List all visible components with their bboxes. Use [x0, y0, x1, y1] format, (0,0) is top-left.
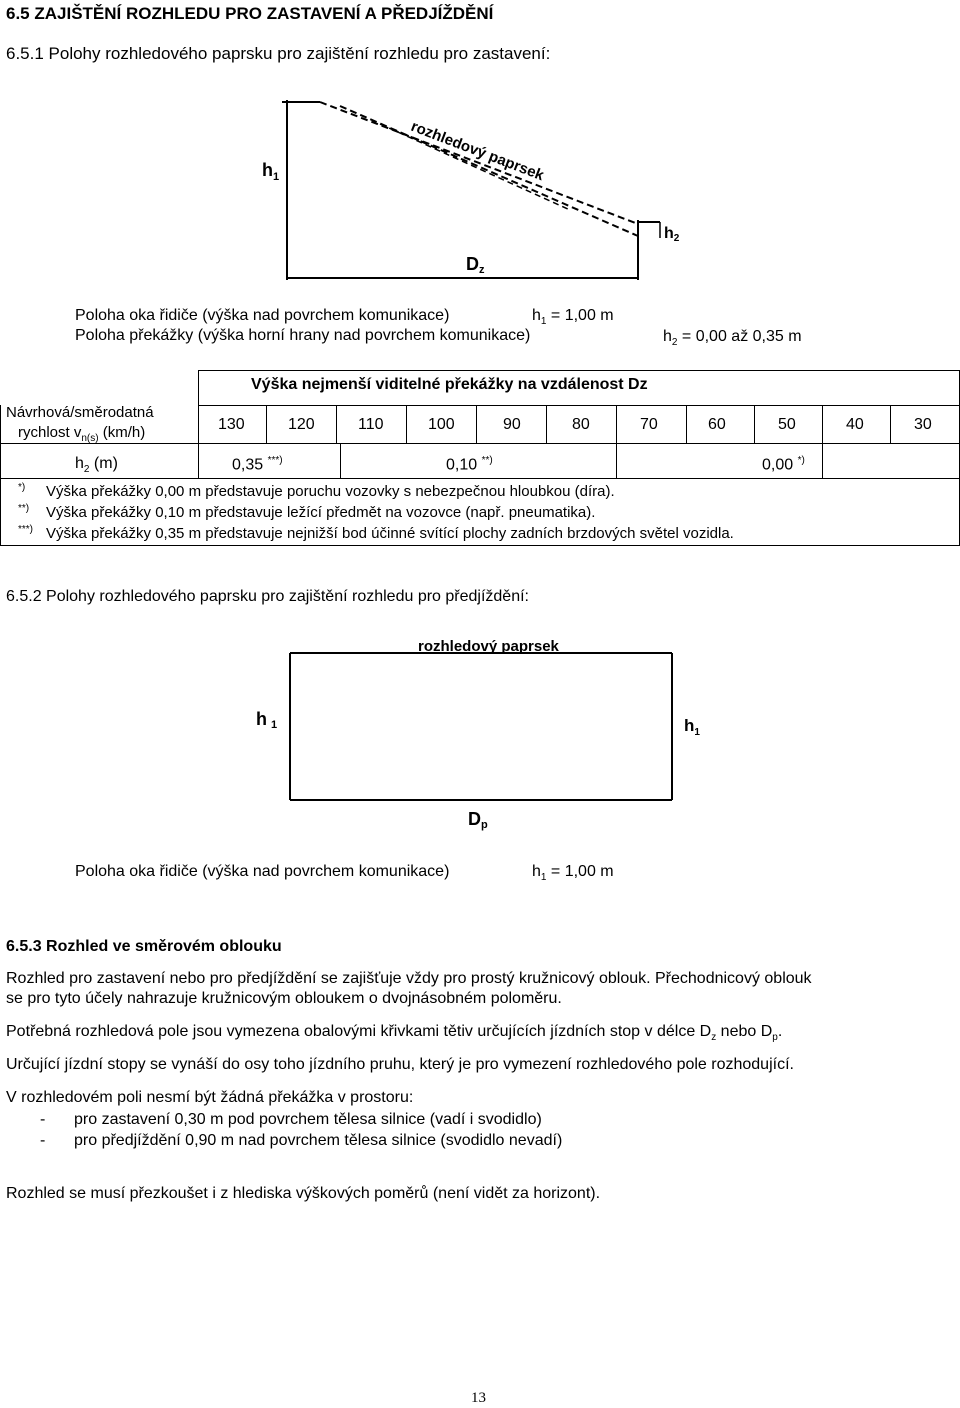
bullet-1: - pro zastavení 0,30 m pod povrchem tělesa silnice (vadí i svodidlo)	[40, 1111, 542, 1128]
note-2: **) Výška překážky 0,10 m představuje ležící předmět na vozovce (např. pneumatika).	[18, 503, 596, 521]
overtaking-sight-diagram	[240, 625, 720, 840]
bullet-2: - pro předjíždění 0,90 m nad povrchem tělesa silnice (svodidlo nevadí)	[40, 1132, 563, 1149]
obstacle-position-value: $h_2 = 0,00$ až 0,35 m	[663, 328, 802, 349]
speed-cell: 90	[503, 416, 521, 433]
speed-cell: 70	[640, 416, 658, 433]
speed-cell: 110	[358, 416, 384, 433]
subsection-1-title: 6.5.1 Polohy rozhledového paprsku pro zajištění rozhledu pro zastavení:	[6, 44, 551, 63]
paragraph-2: Potřebná rozhledová pole jsou vymezena obalovými křivkami tětiv určujících jízdních stop v délce $D_z$ nebo $D_p$.	[6, 1023, 783, 1044]
paragraph-3: Určující jízdní stopy se vynáší do osy toho jízdního pruhu, který je pro vymezení rozhledového pole rozhodující.	[6, 1056, 794, 1073]
subsection-2-title: 6.5.2 Polohy rozhledového paprsku pro zajištění rozhledu pro předjíždění:	[6, 588, 529, 605]
speed-label-2: rychlost $v_{n(s)}$ (km/h)	[18, 424, 146, 444]
h2-value-035: 0,35 ***)	[232, 455, 283, 474]
h2-row-label: $h_2$ (m)	[75, 455, 118, 476]
h2-value-000: 0,00 *)	[762, 455, 805, 474]
speed-cell: 50	[778, 416, 796, 433]
paragraph-1a: Rozhled pro zastavení nebo pro předjíždění se zajišťuje vždy pro prostý kružnicový oblouk. Přechodnicový oblouk	[6, 970, 812, 987]
eye-position-line: Poloha oka řidiče (výška nad povrchem komunikace)	[75, 307, 450, 324]
h1-left-label: h 1	[256, 709, 278, 731]
eye-position-value-2: $h_1 = 1,00$ m	[532, 863, 614, 884]
ray-label: rozhledový paprsek	[418, 638, 559, 655]
paragraph-5: Rozhled se musí přezkoušet i z hlediska výškových poměrů (není vidět za horizont).	[6, 1185, 601, 1202]
h2-label: h2	[664, 225, 680, 244]
dz-label: Dz	[466, 254, 485, 276]
speed-cell: 60	[708, 416, 726, 433]
speed-cell: 100	[428, 416, 455, 433]
note-1: *) Výška překážky 0,00 m představuje poruchu vozovky s nebezpečnou hloubkou (díra).	[18, 482, 615, 500]
table-header: Výška nejmenší viditelné překážky na vzdálenost Dz	[251, 376, 648, 393]
paragraph-4: V rozhledovém poli nesmí být žádná překážka v prostoru:	[6, 1089, 414, 1106]
ray-label: rozhledový paprsek	[408, 117, 547, 185]
eye-position-line-2: Poloha oka řidiče (výška nad povrchem komunikace)	[75, 863, 450, 880]
eye-position-value: $h_1 = 1,00$ m	[532, 307, 614, 328]
speed-cell: 80	[572, 416, 590, 433]
section-title: 6.5 ZAJIŠTĚNÍ ROZHLEDU PRO ZASTAVENÍ A PŘEDJÍŽDĚNÍ	[6, 4, 494, 23]
h2-value-010: 0,10 **)	[446, 455, 493, 474]
dp-label: Dp	[468, 809, 488, 831]
obstacle-position-line: Poloha překážky (výška horní hrany nad povrchem komunikace)	[75, 327, 531, 344]
stopping-sight-diagram	[240, 90, 700, 300]
h1-label: $h_1$	[262, 160, 280, 183]
paragraph-1b: se pro tyto účely nahrazuje kružnicovým obloukem o dvojnásobném poloměru.	[6, 990, 562, 1007]
speed-label-1: Návrhová/směrodatná	[6, 404, 154, 421]
speed-cell: 30	[914, 416, 932, 433]
note-3: ***) Výška překážky 0,35 m představuje nejnižší bod účinné svítící plochy zadních brzdových světel vozidla.	[18, 524, 734, 542]
subsection-3-title: 6.5.3 Rozhled ve směrovém oblouku	[6, 938, 282, 955]
sight-ray	[320, 102, 638, 224]
speed-cell: 130	[218, 416, 245, 433]
h1-right-label: $h_1$	[684, 716, 700, 738]
speed-cell: 120	[288, 416, 315, 433]
speed-cell: 40	[846, 416, 864, 433]
page-number: 13	[471, 1390, 486, 1406]
